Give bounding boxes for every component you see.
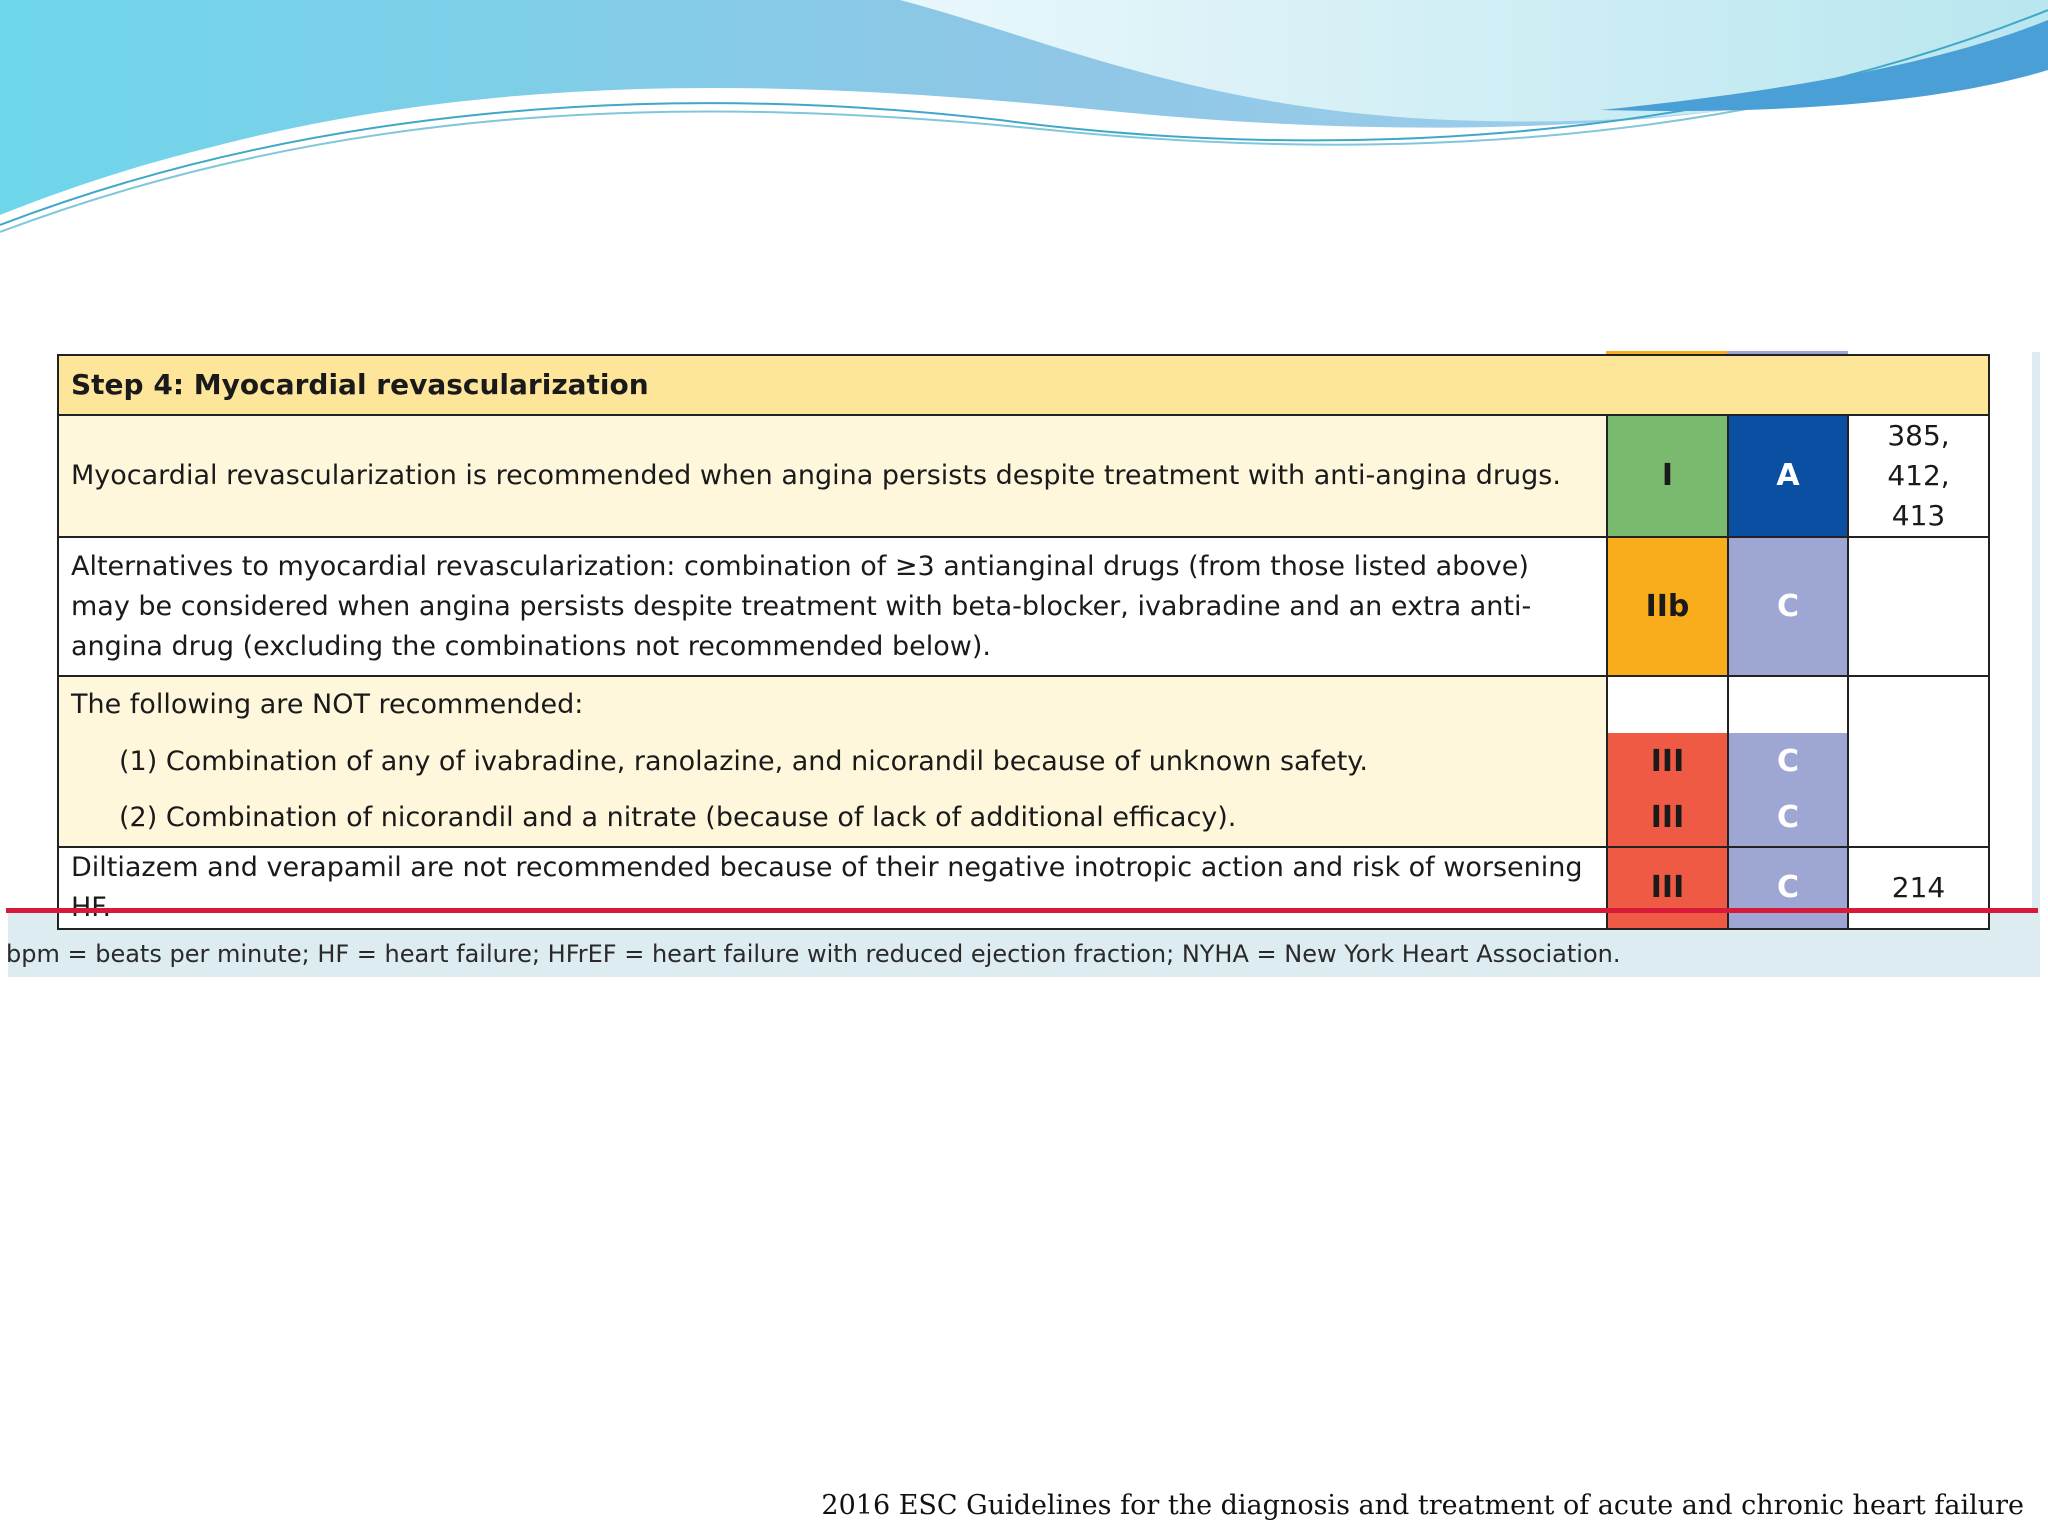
class-badge: III bbox=[1607, 733, 1728, 790]
reference-cell bbox=[1848, 537, 1989, 676]
class-badge: III bbox=[1607, 847, 1728, 929]
reference-line-1: 385, 412, bbox=[1887, 419, 1950, 492]
level-badge: C bbox=[1728, 537, 1848, 676]
reference-line-2: 413 bbox=[1891, 499, 1946, 532]
table-row bbox=[58, 790, 1989, 847]
level-badge: C bbox=[1728, 790, 1848, 847]
recommendation-text: Diltiazem and verapamil are not recommended because of their negative inotropic action and risk of worsening bbox=[58, 847, 1607, 929]
recommendations-table bbox=[57, 354, 1990, 930]
table-row bbox=[58, 676, 1989, 733]
not-recommended-heading: The following are NOT recommended: bbox=[58, 676, 1607, 733]
class-badge: III bbox=[1607, 790, 1728, 847]
recommendation-text: Myocardial revascularization is recommended when angina persists despite treatment with anti-angina drugs. bbox=[58, 415, 1607, 537]
recommendation-text: (2) Combination of nicorandil and a nitrate (because of lack of additional efficacy). bbox=[58, 790, 1607, 847]
level-badge: C bbox=[1728, 847, 1848, 929]
class-badge: I bbox=[1607, 415, 1728, 537]
decorative-wave-banner bbox=[0, 0, 2048, 240]
reference-cell bbox=[1848, 676, 1989, 847]
level-badge: A bbox=[1728, 415, 1848, 537]
table-row bbox=[58, 537, 1989, 676]
step-header: Step 4: Myocardial revascularization bbox=[58, 355, 1989, 415]
class-badge: IIb bbox=[1607, 537, 1728, 676]
reference-cell: 214 bbox=[1848, 847, 1989, 929]
reference-cell bbox=[1848, 415, 1989, 537]
step-header-row bbox=[58, 355, 1989, 415]
red-divider bbox=[6, 908, 2038, 913]
table-row bbox=[58, 415, 1989, 537]
table-row bbox=[58, 733, 1989, 790]
level-badge: C bbox=[1728, 733, 1848, 790]
source-citation: 2016 ESC Guidelines for the diagnosis and treatment of acute and chronic heart failure bbox=[821, 1490, 2024, 1521]
abbreviations-footnote: bpm = beats per minute; HF = heart failure; HFrEF = heart failure with reduced ejection fraction; NYHA = New York Heart Association. bbox=[6, 940, 1621, 968]
recommendation-text: (1) Combination of any of ivabradine, ranolazine, and nicorandil because of unknown safety. bbox=[58, 733, 1607, 790]
table-row bbox=[58, 847, 1989, 929]
recommendation-text: Alternatives to myocardial revascularization: combination of ≥3 antianginal drugs (from those listed above) may be considered when angina persists despite treatment with beta-blocker, ivabradine and an extra anti-angina drug (excluding the combinations not recommended below). bbox=[58, 537, 1607, 676]
